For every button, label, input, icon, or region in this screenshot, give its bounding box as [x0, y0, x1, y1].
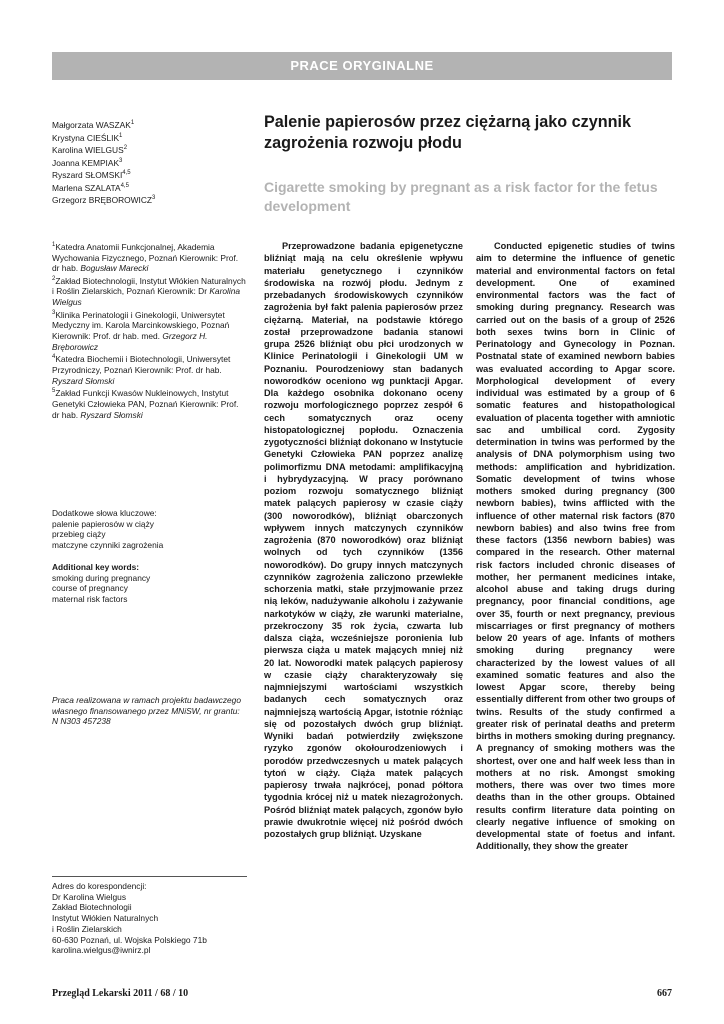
affiliation — [52, 308, 247, 353]
keyword-pl: matczyne czynniki zagrożenia — [52, 540, 164, 551]
affiliation-mark: 1 — [52, 242, 56, 248]
author-affiliation-mark: 4,5 — [122, 170, 131, 176]
affiliation — [52, 274, 247, 308]
abstract-english: Conducted epigenetic studies of twins aim to determine the influence of genetic material and environmental factors on fetal development. One of examined environmental factors was the fact of smoking during pregnancy. Research was carried out on the basis of a group of 2526 both sexes twins born in Clinic of Perinatology and Gynecology in Poznan. Postnatal state of examined newborn babies was evaluated according to Apgar score. Morphological development of every individual was estimated by a group of 6 somatic features and histopathological evaluation of placenta together with amniotic sac and umbilical cord. Zygosity determination in twins was performed by the analysis of DNA polymorphism using two methods: amplification and hybridization. Somatic development of twins whose mothers smoked during pregnancy (300 newborn babies), twins afflicted with the influence of other maternal risk factors (870 newborn babies) and also twins free from these factors (1356 newborn babies) was compared in the research. Other maternal risk factors included chronic diseases of mother, her permanent medicines intake, alcohol abuse and taking drugs during pregnancy, poor financial conditions, age over 35, fourth or next pregnancy, previous miscarriages or first pregnancy of mothers below 20 years of age. Infants of mothers smoking during pregnancy were characterized by the lowest values of all examined somatic features and also the lowest Apgar score, thereby being essentially different from other two groups of twins. Results of the study confirmed a greater risk of perinatal deaths and preterm births in mothers smoking during pregnancy. A pregnancy of smoking mothers was the shortest, over one and half week less than in mothers at no risk. Amongst smoking mothers, there was over two times more deaths than in the other groups. Obtained results confirm literature data pointing on clearly negative influence of smoking on developmental state of foetus and infant. Additionally, they show the greater — [476, 241, 675, 852]
journal-footer: Przegląd Lekarski 2011 / 68 / 10 — [52, 988, 189, 999]
author-name-text: Karolina WIELGUS — [52, 144, 124, 155]
author-affiliation-mark: 4,5 — [120, 182, 129, 189]
keyword-pl: palenie papierosów w ciąży — [52, 518, 154, 529]
correspondence-line: Instytut Włókien Naturalnych — [52, 913, 159, 924]
keyword-en: course of pregnancy — [52, 583, 128, 594]
affiliation-mark: 2 — [52, 275, 56, 282]
keywords-en-heading: Additional key words: — [52, 561, 140, 572]
page-number: 667 — [657, 988, 672, 999]
author-name — [52, 181, 247, 194]
affiliation-mark: 5 — [52, 388, 56, 395]
affiliation-head: Bogusław Marecki — [80, 263, 149, 274]
affiliation-head: Grzegorz H. Bręborowicz — [52, 331, 208, 352]
correspondence — [52, 876, 247, 956]
title-polish: Palenie papierosów przez ciężarną jako czynnik zagrożenia rozwoju płodu — [264, 113, 632, 152]
author-name — [52, 193, 247, 206]
correspondence-email[interactable]: karolina.wielgus@iwnirz.pl — [52, 945, 151, 956]
author-name-text: Krystyna CIEŚLIK — [52, 132, 120, 143]
author-affiliation-mark: 3 — [152, 195, 156, 201]
correspondence-line: 60-630 Poznań, ul. Wojska Polskiego 71b — [52, 934, 207, 945]
affiliation — [52, 352, 247, 386]
abstract-polish: Przeprowadzone badania epigenetyczne bliźniąt mają na celu określenie wpływu materiału genetycznego i czynników środowiska na rozwój płodu. Jednym z przebadanych środowiskowych czynników zagrożenia był fakt palenia papierosów przez ciężarną. Materiał, na podstawie którego został przeprowadzone badania stanowi grupa 2526 bliźniąt obu płci urodzonych w Klinice Perinatologii i Ginekologii UM w Poznaniu. Pourodzeniowy stan badanych noworodków oceniono wg punktacji Apgar. Dla każdego osobnika dokonano oceny rozwoju morfologicznego poprzez zespół 6 cech somatycznych oraz oceny histopatologicznej popłodu. Oznaczenia zygotyczności bliźniąt dokonano w Instytucie Genetyki Człowieka PAN poprzez analizę polimorfizmu DNA metodami: amplifikacyjną i hybrydyzacyjną. W pracy porównano poziom rozwoju somatycznego bliźniąt matek palących papierosy w czasie ciąży (300 noworodków), bliźniąt obarczonych wpływem innych matczynych czynników zagrożenia (870 noworodków) oraz bliźniąt wolnych od tych czynników (1356 noworodków). Do grupy innych matczynych czynników zagrożenia zaliczono przewlekłe schorzenia matki, stałe przyjmowanie przez nią leków, nadużywanie alkoholu i zażywanie narkotyków w ciąży, złe warunki materialne, przekroczony 35 rok życia, czwarta lub dalsza ciąża, wcześniejsze poronienia lub pierwsza ciąża u matek mających mniej niż 20 lat. Noworodki matek palących papierosy w czasie ciąży charakteryzowały się najmniejszymi wartościami wszystkich badanych cech somatycznych oraz najmniejszą wartością Apgar, istotnie różniąc się od pozostałych dwóch grup bliźniąt. Wyniki badań potwierdziły zwiększone ryzyko zgonów okołourodzeniowych i porodów przedwczesnych u matek palących tytoń w ciąży. Ciąża matek palących papierosy trwała najkrócej, ponad półtora tygodnia krócej niż u matek niezagrożonych. Pośród bliźniąt matek palących, zgonów było prawie dwukrotnie więcej niż pośród dwóch pozostałych grup bliźniąt. Uzyskane — [264, 241, 463, 839]
affiliation-mark: 3 — [52, 309, 56, 316]
author-name — [52, 143, 247, 156]
affiliations — [52, 240, 247, 420]
author-affiliation-mark: 1 — [130, 120, 135, 126]
affiliation — [52, 386, 247, 420]
affiliation-text: Katedra Biochemii i Biotechnologii, Uniwersytet Przyrodniczy, Poznań Kierownik: Prof. dr hab. — [52, 354, 231, 375]
keyword-pl: przebieg ciąży — [52, 529, 106, 540]
affiliation-text: Katedra Anatomii Funkcjonalnej, Akademia Wychowania Fizycznego, Poznań Kierownik: Prof. dr hab. — [52, 241, 239, 274]
author-name-text: Ryszard SŁOMSKI — [52, 169, 123, 180]
author-list — [52, 118, 247, 206]
affiliation-head: Karolina Wielgus — [52, 286, 241, 308]
correspondence-line: Zakład Biotechnologii — [52, 902, 132, 913]
section-banner: PRACE ORYGINALNE — [52, 52, 672, 80]
author-name — [52, 156, 247, 169]
correspondence-heading: Adres do korespondencji: — [52, 881, 147, 891]
affiliation-text: Zakład Funkcji Kwasów Nukleinowych, Instytut Genetyki Człowieka PAN, Poznań Kierownik: Prof. dr hab. — [52, 388, 239, 420]
author-affiliation-mark: 1 — [119, 132, 123, 139]
author-name-text: Joanna KEMPIAK — [52, 157, 120, 168]
keywords-pl-heading: Dodatkowe słowa kluczowe: — [52, 508, 157, 518]
author-name-text: Marlena SZALATA — [52, 182, 121, 193]
keyword-en: smoking during pregnancy — [52, 572, 151, 583]
affiliation-head: Ryszard Słomski — [52, 375, 115, 386]
author-name — [52, 131, 247, 144]
affiliation — [52, 240, 247, 274]
affiliation-mark: 4 — [52, 354, 56, 361]
correspondence-line: i Roślin Zielarskich — [52, 923, 122, 934]
grant-note: Praca realizowana w ramach projektu badawczego własnego finansowanego przez MNiSW, nr grantu: N N303 457238 — [52, 695, 242, 727]
affiliation-text: Klinika Perinatologii i Ginekologii, Uniwersytet Medyczny im. Karola Marcinkowskiego, Poznań Kierownik: Prof. dr hab. med. — [52, 309, 230, 342]
author-affiliation-mark: 3 — [119, 157, 123, 164]
affiliation-text: Zakład Biotechnologii, Instytut Włókien Naturalnych i Roślin Zielarskich, Poznań Kierownik: Dr — [52, 275, 246, 297]
affiliation-head: Ryszard Słomski — [80, 409, 143, 420]
author-name-text: Małgorzata WASZAK — [52, 119, 131, 130]
author-name-text: Grzegorz BRĘBOROWICZ — [52, 194, 153, 205]
correspondence-line: Dr Karolina Wielgus — [52, 891, 127, 902]
author-affiliation-mark: 2 — [123, 145, 128, 151]
author-name — [52, 168, 247, 181]
author-name — [52, 118, 247, 131]
keywords — [52, 508, 247, 605]
keyword-en: maternal risk factors — [52, 593, 128, 604]
title-english: Cigarette smoking by pregnant as a risk factor for the fetus development — [264, 179, 658, 214]
